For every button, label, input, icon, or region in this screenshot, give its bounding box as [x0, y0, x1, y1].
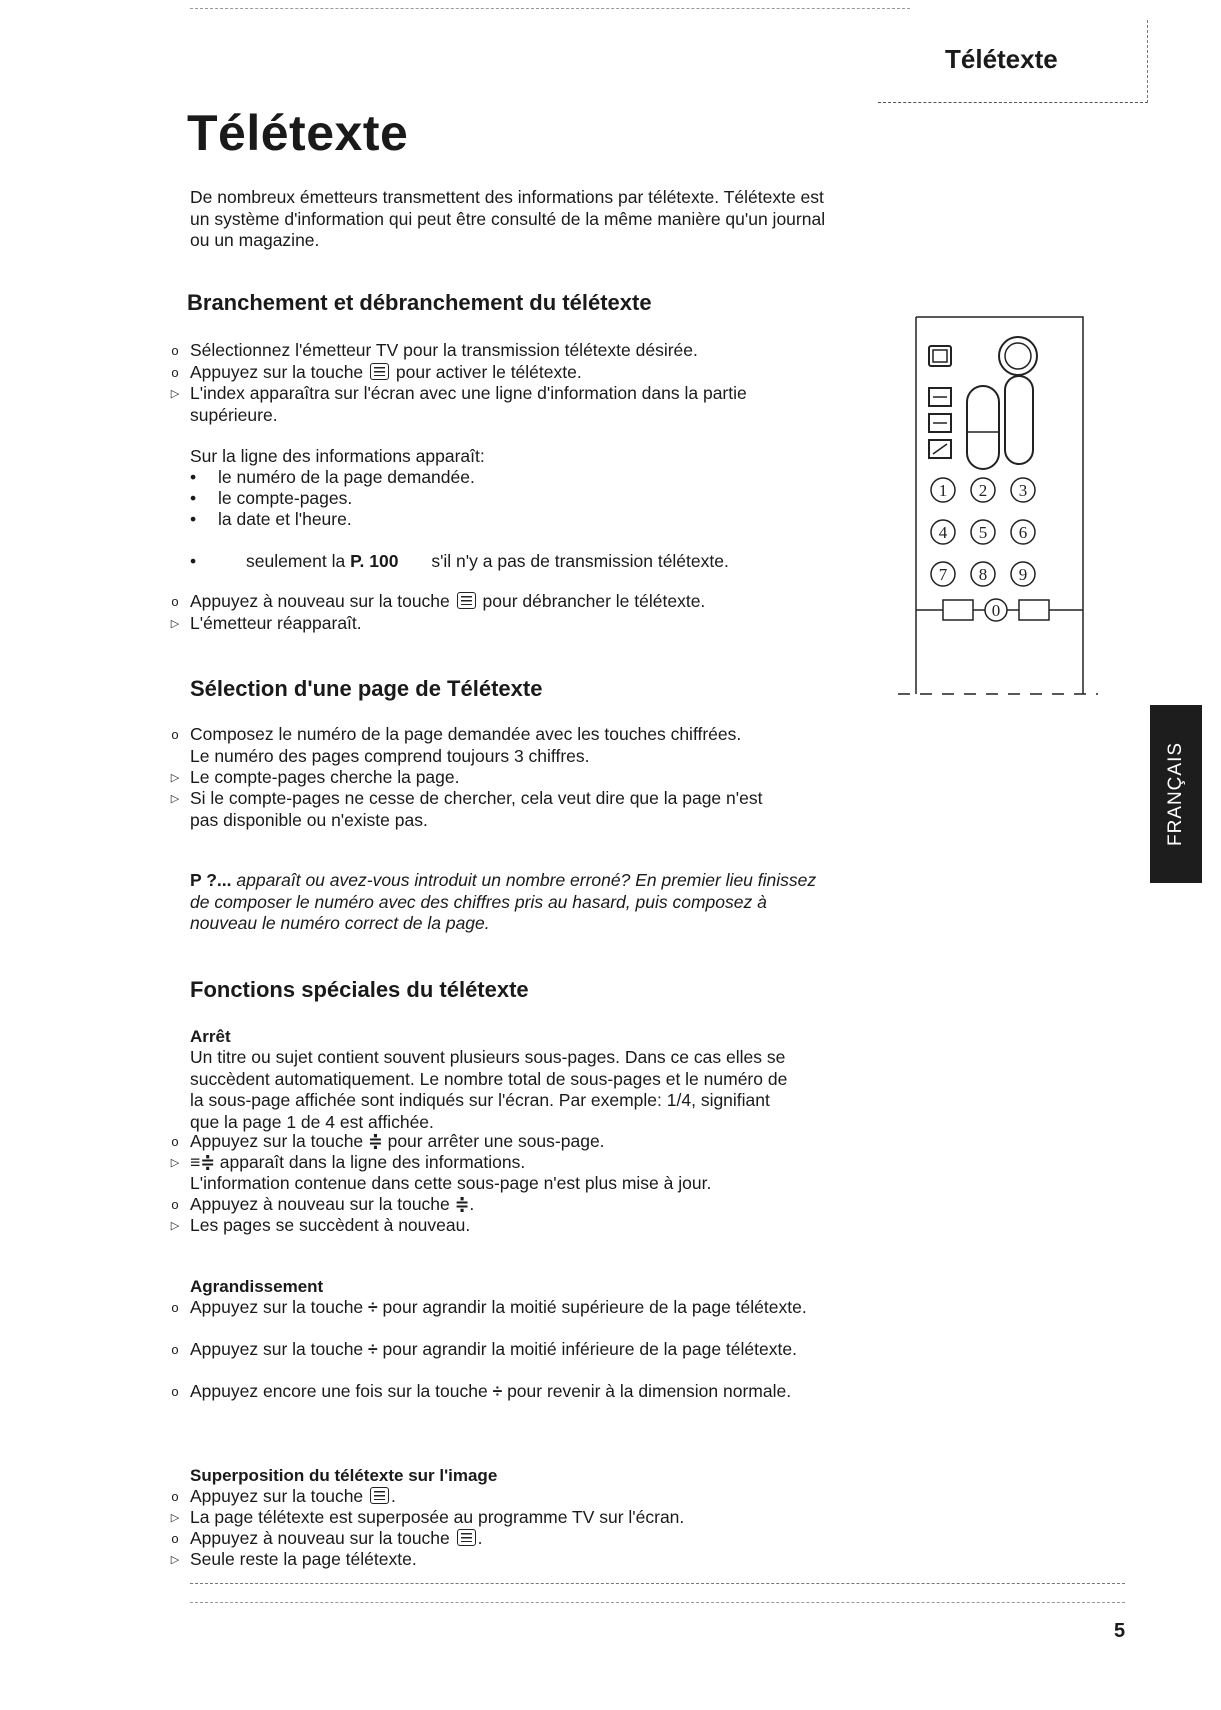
- mix-key-icon: [370, 1487, 389, 1504]
- svg-text:3: 3: [1018, 481, 1028, 500]
- enlarge-button-icon: [929, 414, 951, 432]
- arret-result-info: ▷ ≡≑ apparaît dans la ligne des informations.: [190, 1152, 850, 1174]
- arret-step-press: o Appuyez sur la touche ≑ pour arrêter une sous-page.: [190, 1131, 850, 1153]
- result-index: ▷ L'index apparaîtra sur l'écran avec une ligne d'information dans la partie supérieure.: [190, 383, 820, 426]
- digit-9-button: [1011, 562, 1035, 586]
- digit-6-button: [1011, 520, 1035, 544]
- svg-text:8: 8: [978, 565, 988, 584]
- running-header-title: Télétexte: [945, 44, 1058, 74]
- svg-text:7: 7: [938, 565, 948, 584]
- header-vertical-rule: [1147, 20, 1148, 103]
- subheading-agrandissement: Agrandissement: [190, 1277, 324, 1296]
- digit-0-button: [985, 599, 1007, 621]
- step-press-again: o Appuyez à nouveau sur la touche pour débrancher le télétexte.: [190, 591, 850, 613]
- hold-icon: ≑: [368, 1131, 383, 1151]
- step-select-emitter: o Sélectionnez l'émetteur TV pour la transmission télétexte désirée.: [190, 340, 850, 362]
- volume-rocker-icon: [967, 386, 999, 469]
- page-number: 5: [1114, 1620, 1126, 1642]
- bullet-date-time: • la date et l'heure.: [190, 509, 352, 531]
- svg-text:5: 5: [978, 523, 988, 542]
- teletext-key-icon: [370, 363, 389, 380]
- subheading-superposition: Superposition du télétexte sur l'image: [190, 1466, 498, 1485]
- digit-8-button: [971, 562, 995, 586]
- digit-5-button: [971, 520, 995, 544]
- digit-7-button: [931, 562, 955, 586]
- teletext-button-icon: [929, 346, 951, 366]
- section-heading-selection: Sélection d'une page de Télétexte: [190, 676, 543, 701]
- teletext-key-icon: [457, 592, 476, 609]
- digit-1-button: [931, 478, 955, 502]
- bullet-p100: • seulement la P. 100 s'il n'y a pas de transmission télétexte.: [190, 551, 729, 573]
- mix-key-icon: [457, 1529, 476, 1546]
- superpos-step-again: o Appuyez à nouveau sur la touche .: [190, 1528, 850, 1550]
- svg-text:1: 1: [938, 481, 948, 500]
- info-line-intro: Sur la ligne des informations apparaît:: [190, 446, 485, 466]
- bottom-rule-secondary: [190, 1602, 1125, 1603]
- header-rule: [878, 102, 1148, 103]
- note-wrong-number: P ?... apparaît ou avez-vous introduit un nombre erroné? En premier lieu finissez de composer le numéro avec des chiffres pris au hasard, puis composez à nouveau le numéro correct de la page.: [190, 870, 817, 933]
- page-title: Télétexte: [187, 105, 409, 161]
- agrand-step-normal: o Appuyez encore une fois sur la touche ÷ pour revenir à la dimension normale.: [190, 1381, 820, 1403]
- superpos-step-press: o Appuyez sur la touche .: [190, 1486, 850, 1508]
- step-compose-number: o Composez le numéro de la page demandée avec les touches chiffrées. Le numéro des pages comprend toujours 3 chiffres.: [190, 724, 750, 767]
- arret-step-again: o Appuyez à nouveau sur la touche ≑.: [190, 1194, 850, 1216]
- digit-2-button: [971, 478, 995, 502]
- enlarge-icon: ÷: [368, 1339, 378, 1359]
- digit-4-button: [931, 520, 955, 544]
- svg-text:2: 2: [978, 481, 988, 500]
- mix-button-icon: [929, 440, 951, 458]
- superpos-result-only: ▷ Seule reste la page télétexte.: [190, 1549, 850, 1571]
- superpos-result-overlay: ▷ La page télétexte est superposée au programme TV sur l'écran.: [190, 1507, 850, 1529]
- hold-button-icon: [929, 388, 951, 406]
- program-rocker-icon: [1005, 376, 1033, 464]
- section-heading-branchement: Branchement et débranchement du télétexte: [187, 290, 652, 315]
- subheading-arret: Arrêt: [190, 1027, 231, 1046]
- arret-result-line2: L'information contenue dans cette sous-page n'est plus mise à jour.: [190, 1173, 712, 1193]
- step-press-teletext: o Appuyez sur la touche pour activer le télétexte.: [190, 362, 850, 384]
- digit-3-button: [1011, 478, 1035, 502]
- bullet-page-number: • le numéro de la page demandée.: [190, 467, 475, 489]
- arret-paragraph: Un titre ou sujet contient souvent plusieurs sous-pages. Dans ce cas elles se succèdent automatiquement. Le nombre total de sous-pages et le numéro de la sous-page affichée sont indiqués sur l'écran. Par exemple: 1/4, signifiant que la page 1 de 4 est affichée.: [190, 1047, 788, 1132]
- enlarge-icon: ÷: [368, 1297, 378, 1317]
- section-heading-special: Fonctions spéciales du télétexte: [190, 977, 529, 1002]
- intro-paragraph: De nombreux émetteurs transmettent des informations par télétexte. Télétexte est un système d'information qui peut être consulté de la même manière qu'un journal ou un magazine.: [190, 187, 826, 250]
- remote-control-illustration: [893, 310, 1103, 700]
- enlarge-icon: ÷: [492, 1381, 503, 1401]
- agrand-step-lower: o Appuyez sur la touche ÷ pour agrandir la moitié inférieure de la page télétexte.: [190, 1339, 820, 1361]
- top-rule: [190, 8, 910, 9]
- svg-text:6: 6: [1018, 523, 1028, 542]
- bottom-rule: [190, 1583, 1125, 1584]
- hold-info-icon: ≡≑: [190, 1152, 215, 1172]
- arret-result-resume: ▷ Les pages se succèdent à nouveau.: [190, 1215, 850, 1237]
- agrand-step-upper: o Appuyez sur la touche ÷ pour agrandir la moitié supérieure de la page télétexte.: [190, 1297, 820, 1319]
- svg-text:4: 4: [938, 523, 948, 542]
- result-counter-search: ▷ Le compte-pages cherche la page.: [190, 767, 850, 789]
- power-button-icon: [999, 337, 1037, 375]
- svg-text:9: 9: [1018, 565, 1028, 584]
- language-tab: FRANÇAIS: [1150, 705, 1202, 883]
- svg-text:0: 0: [991, 601, 1001, 620]
- result-not-available: ▷ Si le compte-pages ne cesse de chercher, cela veut dire que la page n'est pas disponible ou n'existe pas.: [190, 788, 790, 831]
- hold-icon: ≑: [454, 1194, 470, 1214]
- result-emitter-returns: ▷ L'émetteur réapparaît.: [190, 613, 850, 635]
- bullet-page-counter: • le compte-pages.: [190, 488, 352, 510]
